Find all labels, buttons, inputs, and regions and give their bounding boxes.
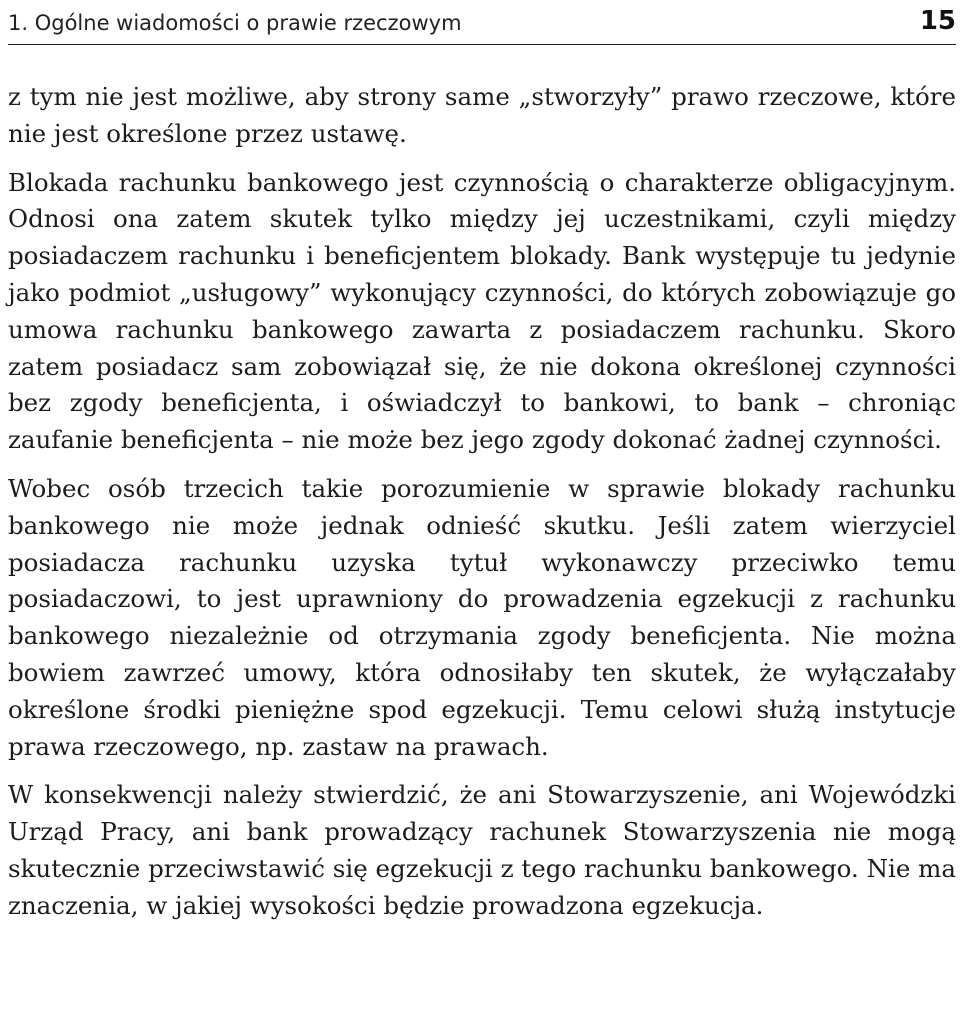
paragraph-blokada: Blokada rachunku bankowego jest czynnością o charakterze obligacyjnym. Odnosi ona zatem skutek tylko między jej uczestnikami, czyli między posiadaczem rachunku i beneficjentem blokady. Bank występuje tu jedynie jako podmiot „usługowy” wykonujący czynności, do których zobowiązuje go umowa rachunku bankowego zawarta z posiadaczem rachunku. Skoro zatem posiadacz sam zobowiązał się, że nie dokona określonej czynności bez zgody beneficjenta, i oświadczył to bankowi, to bank – chroniąc zaufanie beneficjenta – nie może bez jego zgody dokonać żadnej czynności. — [8, 167, 956, 455]
chapter-title: 1. Ogólne wiadomości o prawie rzeczowym — [8, 11, 462, 35]
paragraph-continuation: z tym nie jest możliwe, aby strony same „stworzyły” prawo rzeczowe, które nie jest określone przez ustawę. — [8, 82, 956, 148]
paragraph-konkluzja: W konsekwencji należy stwierdzić, że ani Stowarzyszenie, ani Wojewódzki Urząd Pracy, ani bank prowadzący rachunek Stowarzyszenia nie mogą skutecznie przeciwstawić się egzekucji z tego rachunku bankowego. Nie ma znaczenia, w jakiej wysokości będzie prowadzona egzekucja. — [8, 780, 956, 920]
paragraph-osoby-trzecie: Wobec osób trzecich takie porozumienie w sprawie blokady rachunku bankowego nie może jednak odnieść skutku. Jeśli zatem wierzyciel posiadacza rachunku uzyska tytuł wykonawczy przeciwko temu posiadaczowi, to jest uprawniony do prowadzenia egzekucji z rachunku bankowego niezależnie od otrzymania zgody beneficjenta. Nie można bowiem zawrzeć umowy, która odnosiłaby ten skutek, że wyłączałaby określone środki pieniężne spod egzekucji. Temu celowi służą instytucje prawa rzeczowego, np. zastaw na prawach. — [8, 473, 956, 761]
page-number: 15 — [919, 6, 956, 36]
book-page — [8, 0, 956, 1026]
body-text — [8, 79, 956, 925]
running-header — [8, 4, 956, 45]
